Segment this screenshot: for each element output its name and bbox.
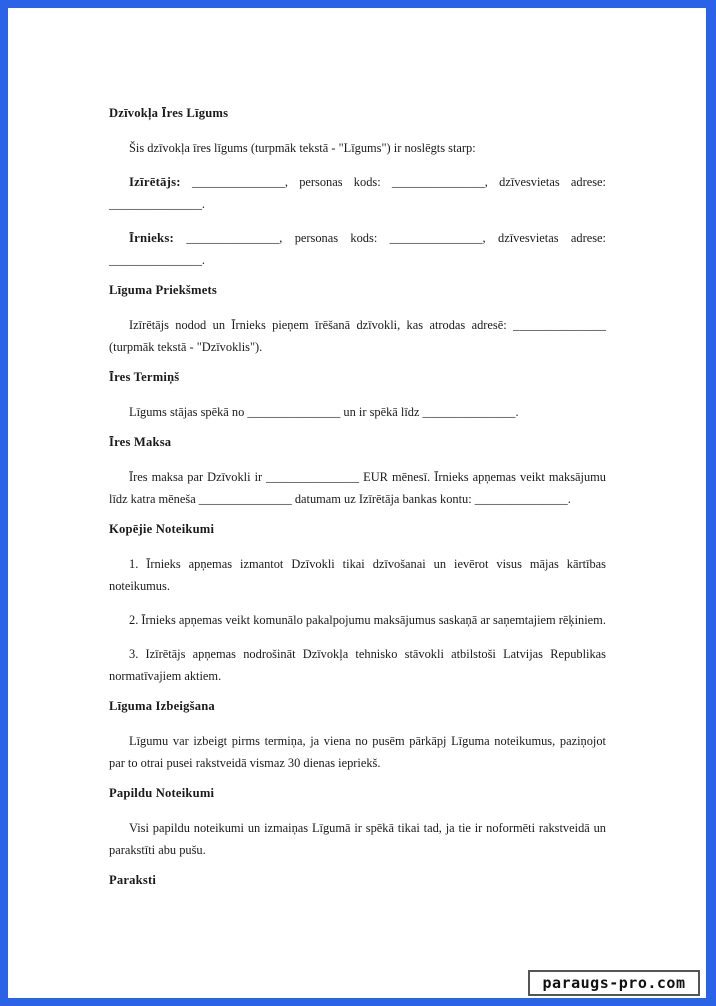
landlord-paragraph — [109, 171, 606, 215]
section-paragraph: 2. Īrnieks apņemas veikt komunālo pakalpojumu maksājumus saskaņā ar saņemtajiem rēķiniem. — [129, 613, 606, 627]
section-heading-term: Īres Termiņš — [109, 370, 180, 384]
tenant-paragraph — [109, 227, 606, 271]
section-paragraph: Izīrētājs nodod un Īrnieks pieņem īrēšanā dzīvokli, kas atrodas adresē: _______________ (turpmāk tekstā - "Dzīvoklis"). — [109, 318, 606, 354]
intro-paragraph: Šis dzīvokļa īres līgums (turpmāk tekstā - "Līgums") ir noslēgts starp: — [129, 141, 476, 155]
section-paragraph: Visi papildu noteikumi un izmaiņas Līgumā ir spēkā tikai tad, ja tie ir noformēti rakstveidā un parakstīti abu pušu. — [109, 821, 606, 857]
section-heading-rent: Īres Maksa — [109, 435, 172, 449]
landlord-details: _______________, personas kods: _______________, dzīvesvietas adrese: _______________. — [109, 175, 606, 211]
section-heading-signatures: Paraksti — [109, 873, 157, 887]
tenant-label: Īrnieks: — [129, 231, 174, 245]
section-heading-subject: Līguma Priekšmets — [109, 283, 217, 297]
section-heading-general-terms: Kopējie Noteikumi — [109, 522, 215, 536]
section-paragraph: Līgumu var izbeigt pirms termiņa, ja viena no pusēm pārkāpj Līguma noteikumus, paziņojot par to otrai pusei rakstveidā vismaz 30 dienas iepriekš. — [109, 734, 606, 770]
section-paragraph: 1. Īrnieks apņemas izmantot Dzīvokli tikai dzīvošanai un ievērot visus mājas kārtības noteikumus. — [109, 557, 606, 593]
document-content — [109, 106, 606, 904]
document-page — [8, 8, 706, 998]
document-title: Dzīvokļa Īres Līgums — [109, 106, 229, 120]
tenant-details: _______________, personas kods: _______________, dzīvesvietas adrese: _______________. — [109, 231, 606, 267]
section-heading-additional-terms: Papildu Noteikumi — [109, 786, 215, 800]
site-watermark: paraugs-pro.com — [528, 970, 700, 996]
section-paragraph: Īres maksa par Dzīvokli ir _______________ EUR mēnesī. Īrnieks apņemas veikt maksājumu līdz katra mēneša _______________ datumam uz Izīrētāja bankas kontu: _______________. — [109, 470, 606, 506]
section-heading-termination: Līguma Izbeigšana — [109, 699, 215, 713]
section-paragraph: 3. Izīrētājs apņemas nodrošināt Dzīvokļa tehnisko stāvokli atbilstoši Latvijas Republikas normatīvajiem aktiem. — [109, 647, 606, 683]
section-paragraph: Līgums stājas spēkā no _______________ un ir spēkā līdz _______________. — [129, 405, 519, 419]
landlord-label: Izīrētājs: — [129, 175, 181, 189]
